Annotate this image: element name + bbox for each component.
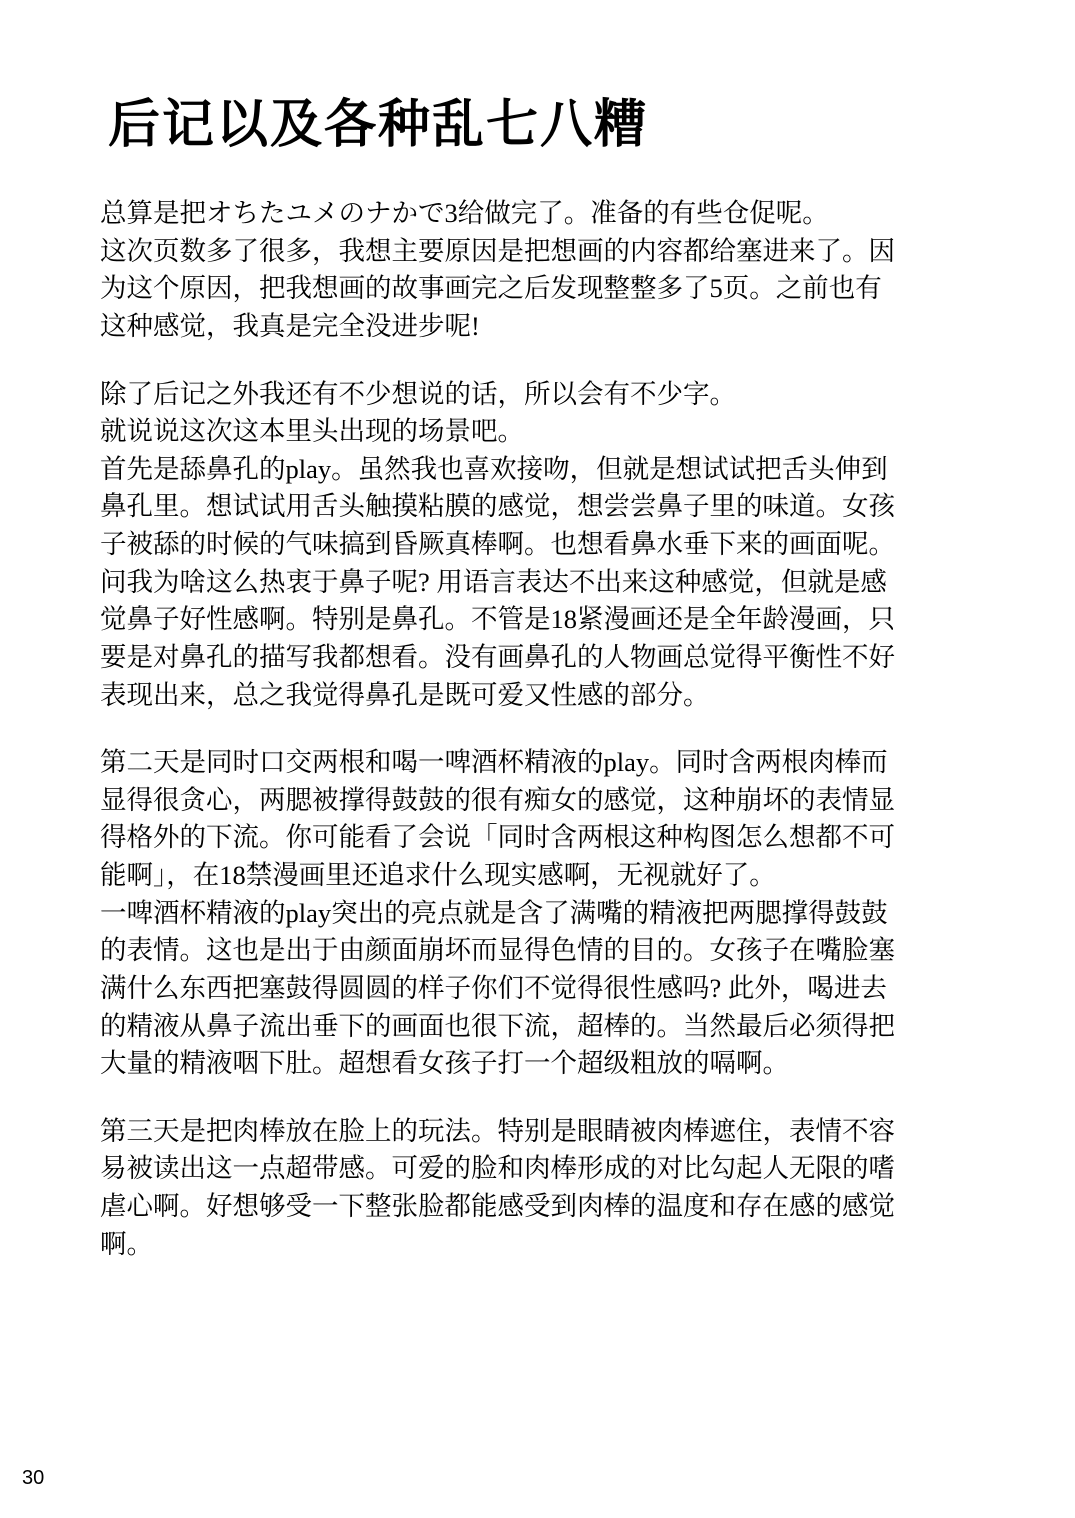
text-line: 除了后记之外我还有不少想说的话，所以会有不少字。 bbox=[100, 378, 736, 409]
paragraph-4 bbox=[100, 1113, 980, 1264]
text-line: 表现出来，总之我觉得鼻孔是既可爱又性感的部分。 bbox=[100, 679, 710, 710]
text-line: 鼻孔里。想试试用舌头触摸粘膜的感觉，想尝尝鼻子里的味道。女孩 bbox=[100, 491, 895, 522]
text-line: 能啊」，在18禁漫画里还追求什么现实感啊，无视就好了。 bbox=[100, 860, 776, 890]
text-line: 的精液从鼻子流出垂下的画面也很下流，超棒的。当然最后必须得把 bbox=[100, 1010, 895, 1041]
text-line: 子被舔的时候的气味搞到昏厥真棒啊。也想看鼻水垂下来的画面呢。 bbox=[100, 529, 895, 559]
text-line: 啊。 bbox=[100, 1228, 153, 1259]
paragraph-3 bbox=[100, 744, 980, 1083]
text-line: 问我为啥这么热衷于鼻子呢? 用语言表达不出来这种感觉，但就是感 bbox=[100, 566, 887, 597]
text-line: 首先是舔鼻孔的play。虽然我也喜欢接吻，但就是想试试把舌头伸到 bbox=[100, 453, 888, 484]
text-line: 要是对鼻孔的描写我都想看。没有画鼻孔的人物画总觉得平衡性不好 bbox=[100, 641, 895, 672]
paragraph-spacer bbox=[100, 1083, 980, 1113]
text-line: 显得很贪心，两腮被撑得鼓鼓的很有痴女的感觉，这种崩坏的表情显 bbox=[100, 784, 895, 815]
text-line: 虐心啊。好想够受一下整张脸都能感受到肉棒的温度和存在感的感觉 bbox=[100, 1191, 895, 1221]
text-line: 第二天是同时口交两根和喝一啤酒杯精液的play。同时含两根肉棒而 bbox=[100, 747, 888, 778]
text-line: 就说说这次这本里头出现的场景吧。 bbox=[100, 416, 524, 447]
text-line: 第三天是把肉棒放在脸上的玩法。特别是眼睛被肉棒遮住，表情不容 bbox=[100, 1115, 895, 1146]
page-title: 后记以及各种乱七八糟 bbox=[108, 96, 649, 154]
body-text bbox=[100, 195, 980, 1263]
paragraph-1 bbox=[100, 195, 980, 346]
text-line: 这种感觉，我真是完全没进步呢! bbox=[100, 310, 480, 341]
text-line: 的表情。这也是出于由颜面崩坏而显得色情的目的。女孩子在嘴脸塞 bbox=[100, 935, 895, 966]
text-line: 大量的精液咽下肚。超想看女孩子打一个超级粗放的嗝啊。 bbox=[100, 1048, 789, 1079]
text-line: 满什么东西把塞鼓得圆圆的样子你们不觉得很性感吗? 此外，喝进去 bbox=[100, 972, 887, 1003]
text-line: 觉鼻子好性感啊。特别是鼻孔。不管是18紧漫画还是全年龄漫画，只 bbox=[100, 604, 895, 635]
paragraph-2 bbox=[100, 376, 980, 715]
paragraph-spacer bbox=[100, 714, 980, 744]
text-line: 总算是把オちたユメのナかで3给做完了。准备的有些仓促呢。 bbox=[100, 198, 829, 228]
paragraph-spacer bbox=[100, 346, 980, 376]
page-number: 30 bbox=[22, 1467, 45, 1489]
text-line: 为这个原因，把我想画的故事画完之后发现整整多了5页。之前也有 bbox=[100, 273, 882, 304]
text-line: 得格外的下流。你可能看了会说「同时含两根这种构图怎么想都不可 bbox=[100, 822, 895, 853]
text-line: 一啤酒杯精液的play突出的亮点就是含了满嘴的精液把两腮撑得鼓鼓 bbox=[100, 897, 888, 928]
text-line: 这次页数多了很多，我想主要原因是把想画的内容都给塞进来了。因 bbox=[100, 235, 895, 266]
text-line: 易被读出这一点超带感。可爱的脸和肉棒形成的对比勾起人无限的嗜 bbox=[100, 1153, 895, 1184]
